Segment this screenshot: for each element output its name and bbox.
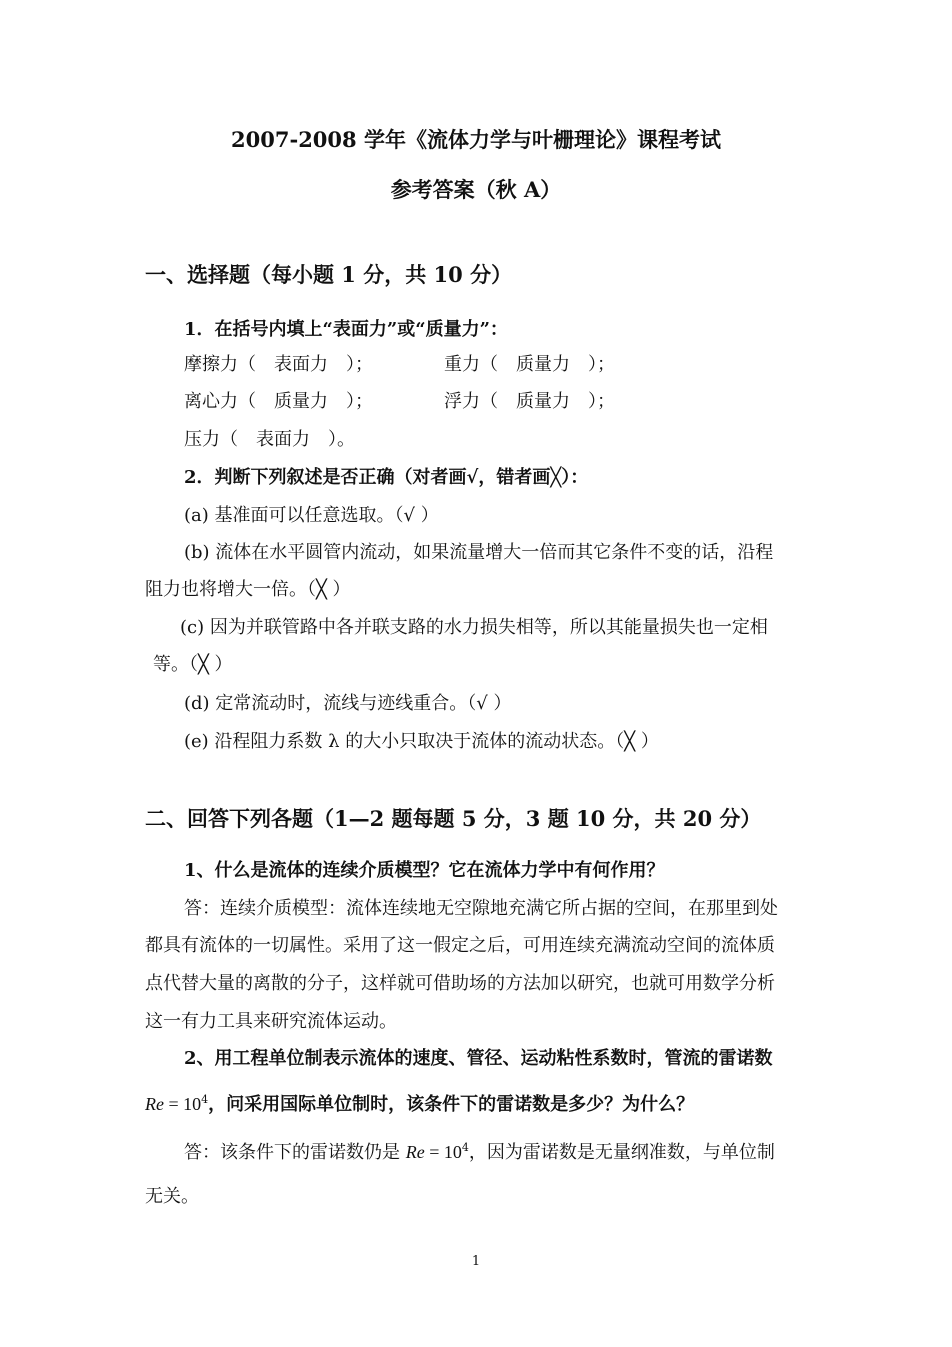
s1-q2-d: (d) 定常流动时，流线与迹线重合。（√ ） — [184, 693, 512, 714]
s2-q1-prompt: 1、什么是流体的连续介质模型？它在流体力学中有何作用？ — [184, 860, 665, 881]
page-subtitle: 参考答案（秋 A） — [390, 177, 562, 202]
section2-heading: 二、回答下列各题（1—2 题每题 5 分，3 题 10 分，共 20 分） — [145, 806, 762, 831]
s2-q2-prompt-line2 — [145, 1092, 694, 1117]
s2-q1-ans-line1: 答：连续介质模型：流体连续地无空隙地充满它所占据的空间，在那里到处 — [184, 898, 778, 919]
s1-q2-e: (e) 沿程阻力系数 λ 的大小只取决于流体的流动状态。（╳ ） — [184, 731, 659, 752]
s1-q2-b-line2: 阻力也将增大一倍。（╳ ） — [145, 579, 351, 600]
s1-q1-row1 — [184, 353, 615, 377]
page-title: 2007-2008 学年《流体力学与叶栅理论》课程考试 — [231, 127, 721, 152]
s1-q1-prompt: 1．在括号内填上“表面力”或“质量力”： — [184, 319, 508, 340]
s2-q2-prompt-line1: 2、用工程单位制表示流体的速度、管径、运动粘性系数时，管流的雷诺数 — [184, 1048, 773, 1069]
section1-heading: 一、选择题（每小题 1 分，共 10 分） — [145, 262, 513, 287]
s1-q2-a: (a) 基准面可以任意选取。（√ ） — [184, 505, 439, 526]
s2-q2-prompt-rest: ，问采用国际单位制时，该条件下的雷诺数是多少？为什么？ — [208, 1094, 695, 1115]
s1-q1-row1-b: 重力（ 质量力 ）； — [444, 354, 615, 375]
s2-q1-ans-line3: 点代替大量的离散的分子，这样就可借助场的方法加以研究，也就可用数学分析 — [145, 973, 775, 994]
s2-q2-ans-post: ，因为雷诺数是无量纲准数，与单位制 — [468, 1142, 775, 1163]
s2-q1-ans-line2: 都具有流体的一切属性。采用了这一假定之后，可用连续充满流动空间的流体质 — [145, 935, 775, 956]
reynolds-symbol-ans: Re — [405, 1142, 425, 1162]
reynolds-equals: = 10 — [163, 1094, 202, 1114]
s1-q2-prompt: 2．判断下列叙述是否正确（对者画√，错者画╳）： — [184, 467, 589, 488]
s2-q1-ans-line4: 这一有力工具来研究流体运动。 — [145, 1011, 397, 1032]
reynolds-equals-ans: = 10 — [424, 1142, 462, 1162]
s1-q1-row2-a: 离心力（ 质量力 ）； — [184, 391, 373, 412]
s1-q1-row2-b: 浮力（ 质量力 ）； — [444, 391, 615, 412]
s1-q1-row2 — [184, 390, 615, 414]
s2-q2-ans-line2: 无关。 — [145, 1186, 199, 1207]
s1-q1-row1-a: 摩擦力（ 表面力 ）； — [184, 354, 373, 375]
reynolds-exponent-ans: 4 — [461, 1141, 469, 1154]
s1-q1-row3: 压力（ 表面力 ）。 — [184, 429, 355, 450]
s1-q2-c-line2: 等。（╳ ） — [153, 654, 233, 675]
s1-q2-c-line1: (c) 因为并联管路中各并联支路的水力损失相等，所以其能量损失也一定相 — [180, 617, 768, 638]
s1-q2-b-line1: (b) 流体在水平圆管内流动，如果流量增大一倍而其它条件不变的话，沿程 — [184, 542, 774, 563]
reynolds-symbol: Re — [145, 1094, 164, 1114]
s2-q2-ans-line1 — [184, 1140, 775, 1165]
page-number: 1 — [471, 1254, 481, 1269]
reynolds-exponent: 4 — [201, 1093, 209, 1106]
s2-q2-ans-pre: 答：该条件下的雷诺数仍是 — [184, 1142, 406, 1163]
